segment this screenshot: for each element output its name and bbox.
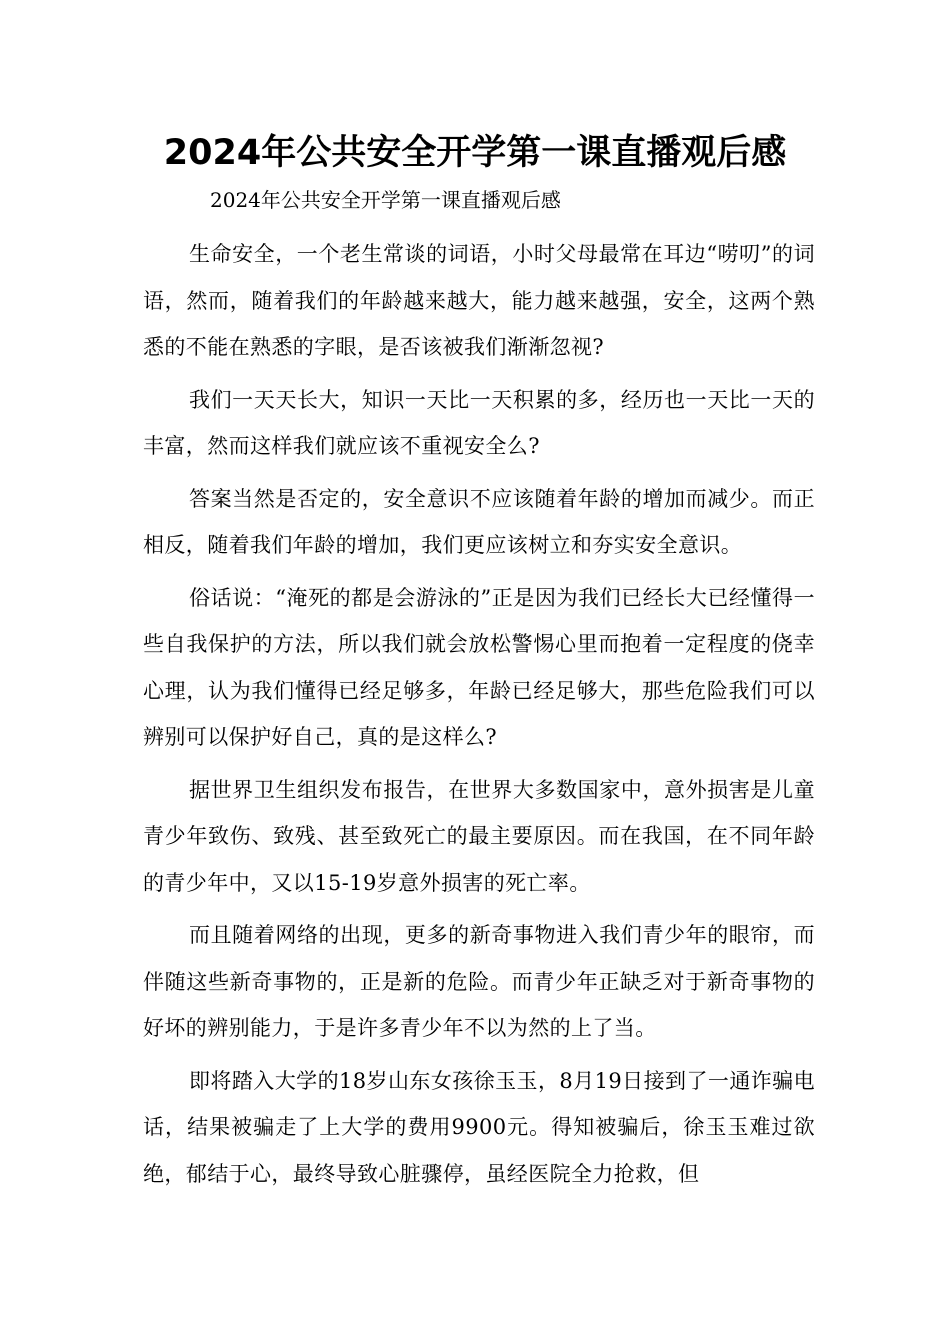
paragraph: 据世界卫生组织发布报告，在世界大多数国家中，意外损害是儿童青少年致伤、致残、甚至致死亡的最主要原因。而在我国，在不同年龄的青少年中，又以15-19岁意外损害的死亡率。 bbox=[143, 777, 815, 895]
paragraph: 即将踏入大学的18岁山东女孩徐玉玉，8月19日接到了一通诈骗电话，结果被骗走了上大学的费用9900元。得知被骗后，徐玉玉难过欲绝，郁结于心，最终导致心脏骤停，虽经医院全力抢救，但 bbox=[143, 1068, 815, 1186]
paragraph: 我们一天天长大，知识一天比一天积累的多，经历也一天比一天的丰富，然而这样我们就应该不重视安全么? bbox=[143, 387, 815, 458]
paragraph: 生命安全，一个老生常谈的词语，小时父母最常在耳边“唠叨”的词语，然而，随着我们的年龄越来越大，能力越来越强，安全，这两个熟悉的不能在熟悉的字眼，是否该被我们渐渐忽视? bbox=[143, 242, 815, 359]
paragraph: 答案当然是否定的，安全意识不应该随着年龄的增加而减少。而正相反，随着我们年龄的增加，我们更应该树立和夯实安全意识。 bbox=[143, 486, 815, 557]
document-body bbox=[143, 231, 815, 1203]
paragraph: 而且随着网络的出现，更多的新奇事物进入我们青少年的眼帘，而伴随这些新奇事物的，正是新的危险。而青少年正缺乏对于新奇事物的好坏的辨别能力，于是许多青少年不以为然的上了当。 bbox=[143, 923, 815, 1040]
document-subtitle: 2024年公共安全开学第一课直播观后感 bbox=[210, 188, 561, 212]
paragraph: 俗话说：“淹死的都是会游泳的”正是因为我们已经长大已经懂得一些自我保护的方法，所以我们就会放松警惕心里而抱着一定程度的侥幸心理，认为我们懂得已经足够多，年龄已经足够大，那些危险我们可以辨别可以保护好自己，真的是这样么? bbox=[143, 585, 815, 749]
document-title: 2024年公共安全开学第一课直播观后感 bbox=[163, 133, 787, 173]
